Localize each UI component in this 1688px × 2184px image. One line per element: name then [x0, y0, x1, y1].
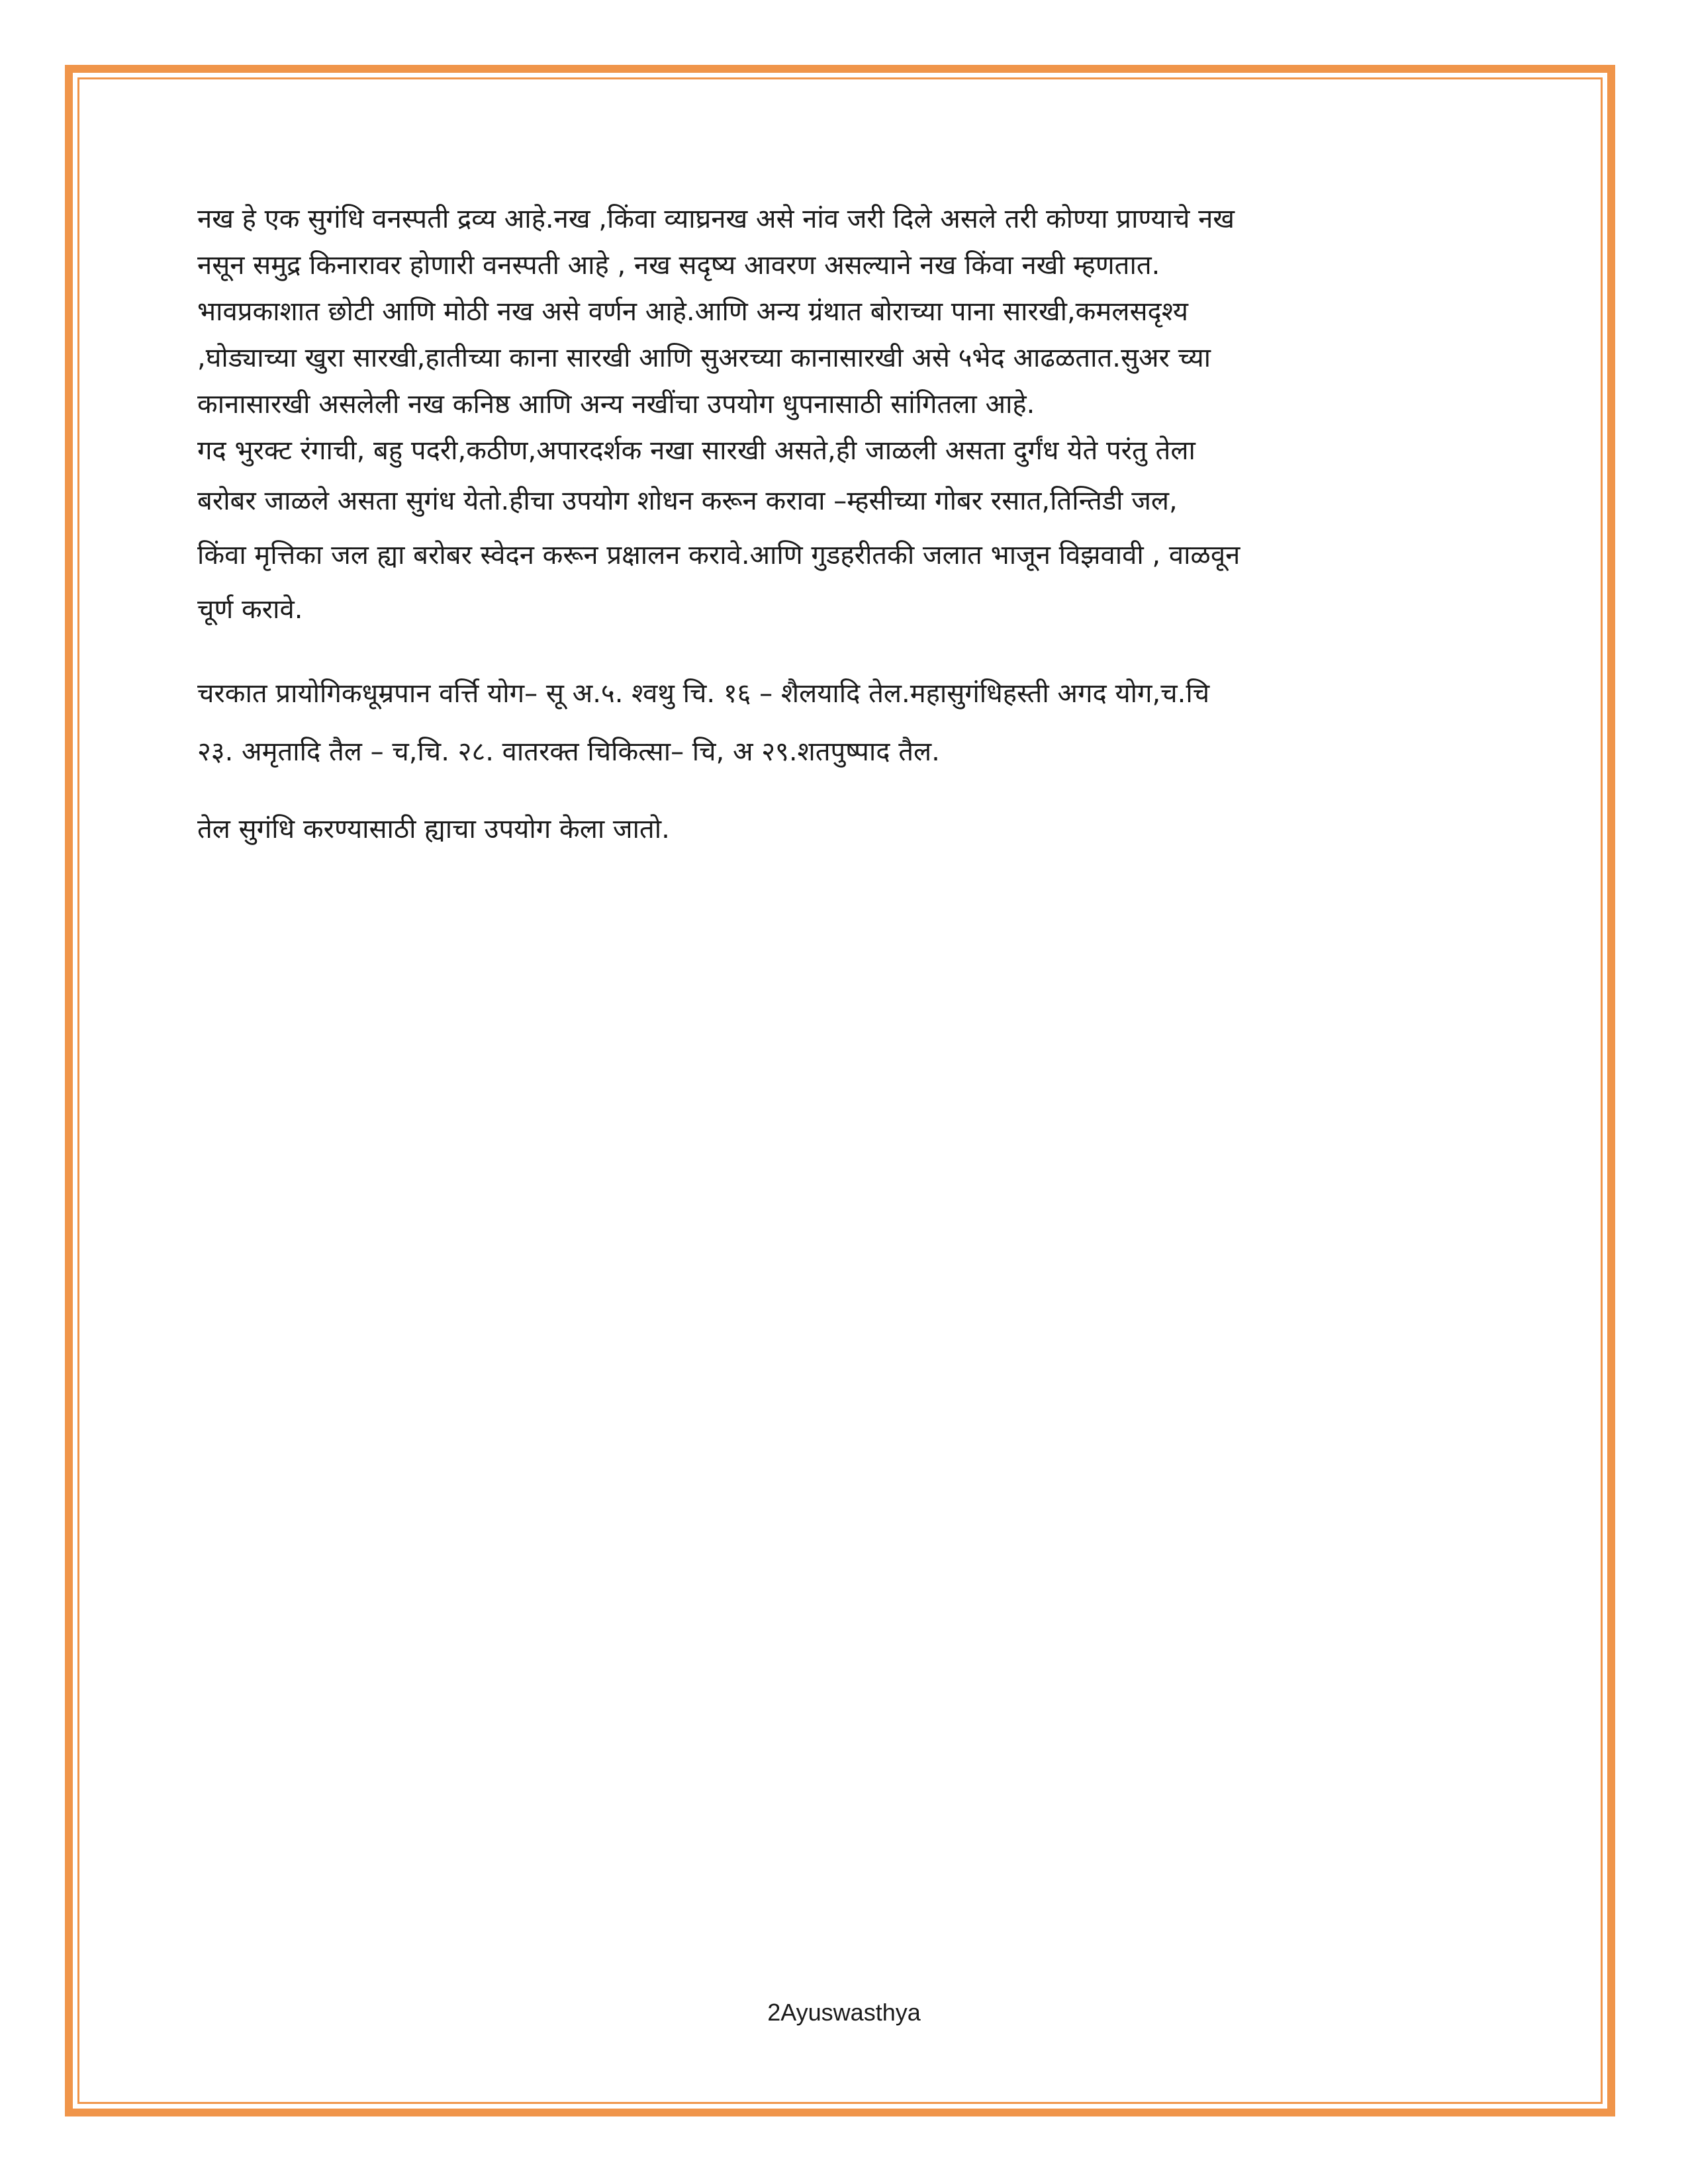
text-line: कानासारखी असलेली नख कनिष्ठ आणि अन्य नखींचा उपयोग धुपनासाठी सांगितला आहे.	[197, 389, 1035, 420]
text-line: भावप्रकाशात छोटी आणि मोठी नख असे वर्णन आहे.आणि अन्य ग्रंथात बोराच्या पाना सारखी,कमलसदृश्य	[197, 296, 1188, 327]
text-line: तेल सुगंधि करण्यासाठी ह्याचा उपयोग केला जातो.	[197, 814, 670, 844]
paragraph-formulations	[197, 664, 1508, 781]
paragraph-usage	[197, 806, 1508, 852]
text-line: गद भुरक्ट रंगाची, बहु पदरी,कठीण,अपारदर्शक नखा सारखी असते,ही जाळली असता दुर्गंध येते परंतु तेला	[197, 435, 1196, 466]
text-line: ,घोड्याच्या खुरा सारखी,हातीच्या काना सारखी आणि सुअरच्या कानासारखी असे ५भेद आढळतात.सुअर च्या	[197, 343, 1211, 373]
text-line: चूर्ण करावे.	[197, 594, 303, 625]
text-line: बरोबर जाळले असता सुगंध येतो.हीचा उपयोग शोधन करून करावा –म्हसीच्या गोबर रसात,तिन्तिडी जल,	[197, 486, 1178, 516]
paragraph-description	[197, 196, 1508, 474]
document-body	[197, 196, 1508, 852]
page-footer: 2Ayuswasthya	[767, 1999, 921, 2026]
text-line: किंवा मृत्तिका जल ह्या बरोबर स्वेदन करून प्रक्षालन करावे.आणि गुडहरीतकी जलात भाजून विझवावी , वाळवून	[197, 540, 1241, 570]
text-line: नसून समुद्र किनारावर होणारी वनस्पती आहे , नख सदृष्य आवरण असल्याने नख किंवा नखी म्हणतात.	[197, 250, 1160, 281]
text-line: चरकात प्रायोगिकधूम्रपान वर्त्ति योग– सू अ.५. श्वथु चि. १६ – शैलयादि तेल.महासुगंधिहस्ती अगद योग,च.चि	[197, 678, 1210, 709]
text-line: नख हे एक सुगंधि वनस्पती द्रव्य आहे.नख ,किंवा व्याघ्रनख असे नांव जरी दिले असले तरी कोण्या प्राण्याचे नख	[197, 204, 1235, 234]
paragraph-purification	[197, 474, 1508, 637]
text-line: २३. अमृतादि तैल – च,चि. २८. वातरक्त चिकित्सा– चि, अ २९.शतपुष्पाद तैल.	[197, 737, 940, 767]
